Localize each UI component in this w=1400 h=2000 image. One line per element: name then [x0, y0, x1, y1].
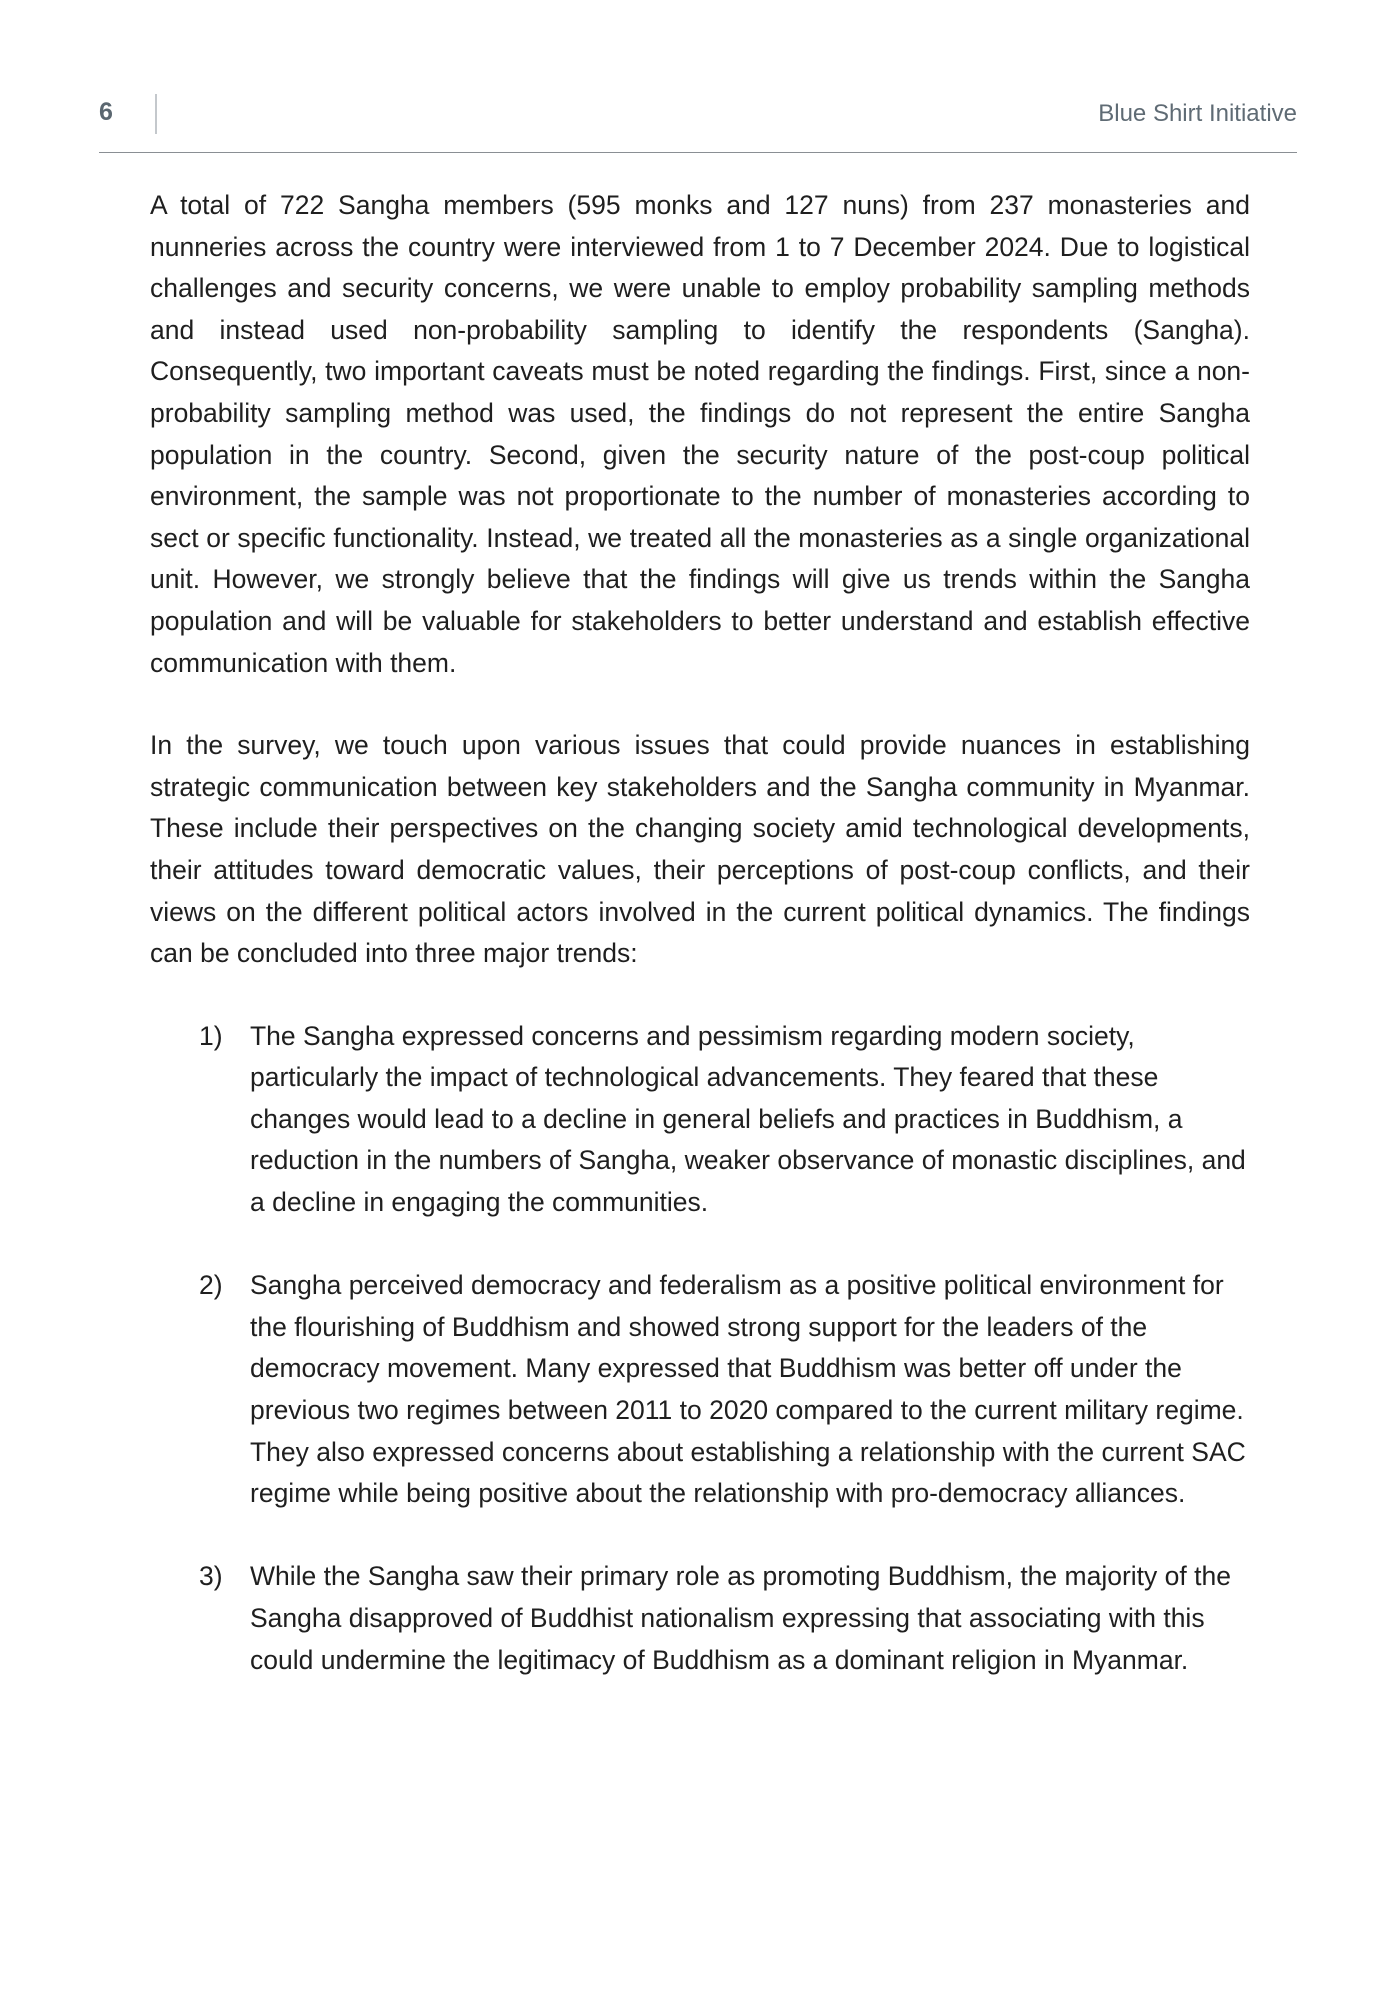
list-item-number: 3) — [199, 1561, 223, 1592]
page-number: 6 — [99, 98, 113, 126]
page-content — [150, 185, 1250, 1723]
list-item-text: The Sangha expressed concerns and pessimism regarding modern society, particularly the impact of technological advancements. They feared that these changes would lead to a decline in general beliefs and practices in Buddhism, a reduction in the numbers of Sangha, weaker observance of monastic disciplines, and a decline in engaging the communities. — [250, 1020, 1246, 1218]
header-divider — [155, 94, 157, 134]
list-item — [199, 1556, 1250, 1681]
list-item-text: Sangha perceived democracy and federalism as a positive political environment for the flourishing of Buddhism and showed strong support for the leaders of the democracy movement. Many expressed that Buddhism was better off under the previous two regimes between 2011 to 2020 compared to the current military regime. They also expressed concerns about establishing a relationship with the current SAC regime while being positive about the relationship with pro-democracy alliances. — [250, 1270, 1246, 1509]
header-title: Blue Shirt Initiative — [1098, 100, 1297, 127]
paragraph-survey-overview: In the survey, we touch upon various issues that could provide nuances in establishing strategic communication between key stakeholders and the Sangha community in Myanmar. These include their perspectives on the changing society amid technological developments, their attitudes toward democratic values, their perceptions of post-coup conflicts, and their views on the different political actors involved in the current political dynamics. The findings can be concluded into three major trends: — [150, 730, 1250, 969]
findings-list — [150, 1016, 1250, 1682]
list-item-text: While the Sangha saw their primary role as promoting Buddhism, the majority of the Sangha disapproved of Buddhist nationalism expressing that associating with this could undermine the legitimacy of Buddhism as a dominant religion in Myanmar. — [250, 1561, 1231, 1675]
list-item — [199, 1265, 1250, 1515]
page-header — [99, 92, 1297, 153]
list-item-number: 1) — [199, 1020, 223, 1051]
paragraph-methodology: A total of 722 Sangha members (595 monks and 127 nuns) from 237 monasteries and nunneries across the country were interviewed from 1 to 7 December 2024. Due to logistical challenges and security concerns, we were unable to employ probability sampling methods and instead used non-probability sampling to identify the respondents (Sangha). Consequently, two important caveats must be noted regarding the findings. First, since a non-probability sampling method was used, the findings do not represent the entire Sangha population in the country. Second, given the security nature of the post-coup political environment, the sample was not proportionate to the number of monasteries according to sect or specific functionality. Instead, we treated all the monasteries as a single organizational unit. However, we strongly believe that the findings will give us trends within the Sangha population and will be valuable for stakeholders to better understand and establish effective communication with them. — [150, 190, 1250, 678]
list-item — [199, 1016, 1250, 1224]
list-item-number: 2) — [199, 1270, 223, 1301]
